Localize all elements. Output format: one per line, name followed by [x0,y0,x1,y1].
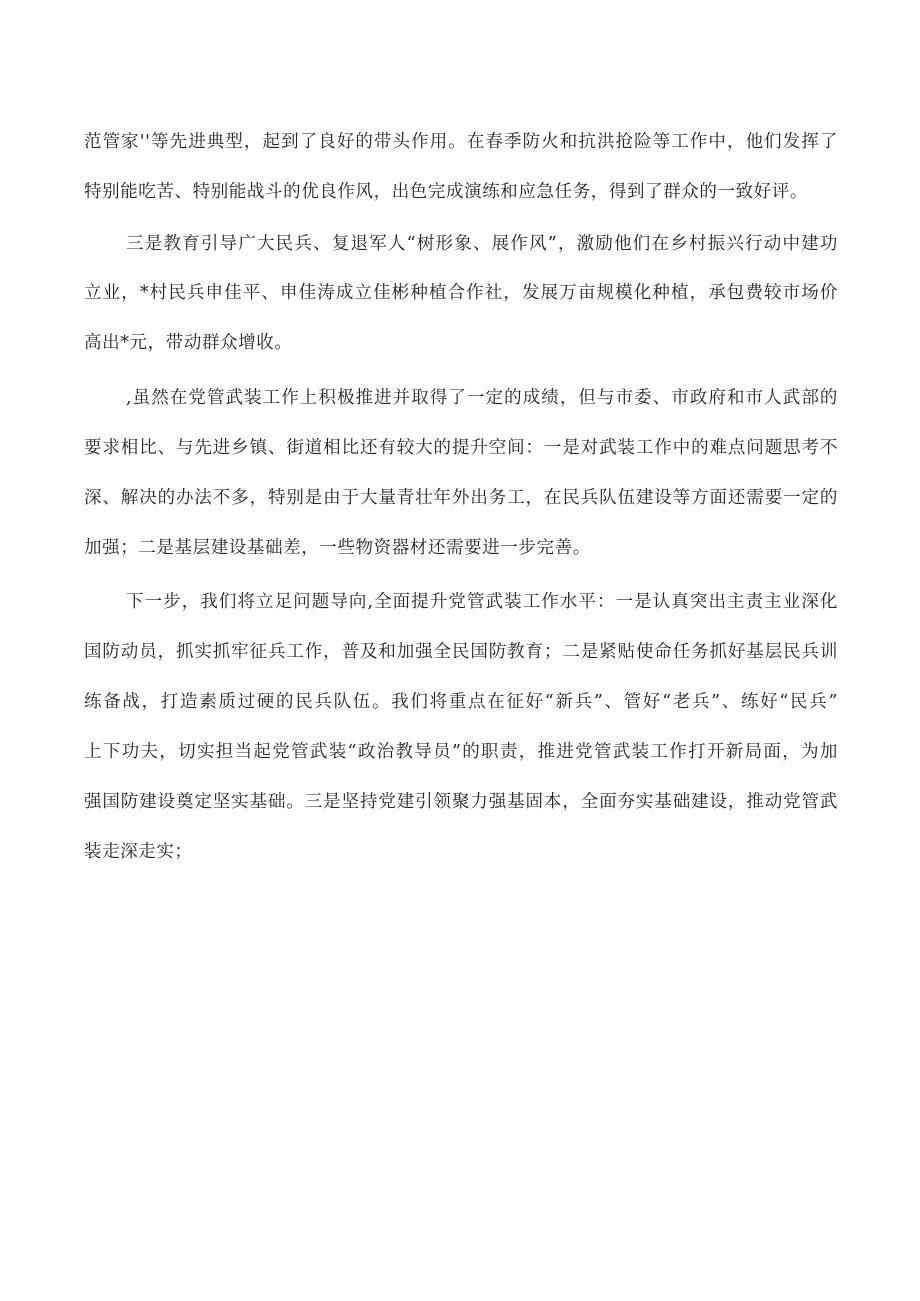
paragraph-1-line-2: 特别能吃苦、特别能战斗的优良作风，出色完成演练和应急任务，得到了群众的一致好评。 [84,182,808,202]
paragraph-2-line-2: 立业，*村民兵申佳平、申佳涛成立佳彬种植合作社，发展万亩规模化种植，承包费较市场价 [84,283,838,303]
paragraph-2-line-3: 高出*元，带动群众增收。 [84,333,293,353]
paragraph-2-line-1: 三是教育引导广大民兵、复退军人“树形象、展作风”，激励他们在乡村振兴行动中建功 [126,234,838,254]
paragraph-3-line-4: 加强；二是基层建设基础差，一些物资器材还需要进一步完善。 [84,538,591,558]
paragraph-3-line-1: ,虽然在党管武装工作上积极推进并取得了一定的成绩，但与市委、市政府和市人武部的 [126,388,838,408]
paragraph-3-line-3: 深、解决的办法不多，特别是由于大量青壮年外出务工，在民兵队伍建设等方面还需要一定的 [84,488,838,508]
paragraph-4-line-4: 上下功夫，切实担当起党管武装“政治教导员”的职责，推进党管武装工作打开新局面，为加 [84,742,838,762]
paragraph-4-line-5: 强国防建设奠定坚实基础。三是坚持党建引领聚力强基固本，全面夯实基础建设，推动党管武 [84,792,838,812]
paragraph-4-line-6: 装走深走实； [84,842,193,862]
paragraph-3-line-2: 要求相比、与先进乡镇、街道相比还有较大的提升空间：一是对武装工作中的难点问题思考不 [84,438,838,458]
paragraph-1-line-1: 范管家''等先进典型，起到了良好的带头作用。在春季防火和抗洪抢险等工作中，他们发挥了 [84,132,838,152]
paragraph-4-line-3: 练备战，打造素质过硬的民兵队伍。我们将重点在征好“新兵”、管好“老兵”、练好“民兵” [84,692,838,712]
paragraph-4-line-1: 下一步，我们将立足问题导向,全面提升党管武装工作水平：一是认真突出主责主业深化 [126,592,838,612]
paragraph-4-line-2: 国防动员，抓实抓牢征兵工作，普及和加强全民国防教育；二是紧贴使命任务抓好基层民兵训 [84,642,838,662]
